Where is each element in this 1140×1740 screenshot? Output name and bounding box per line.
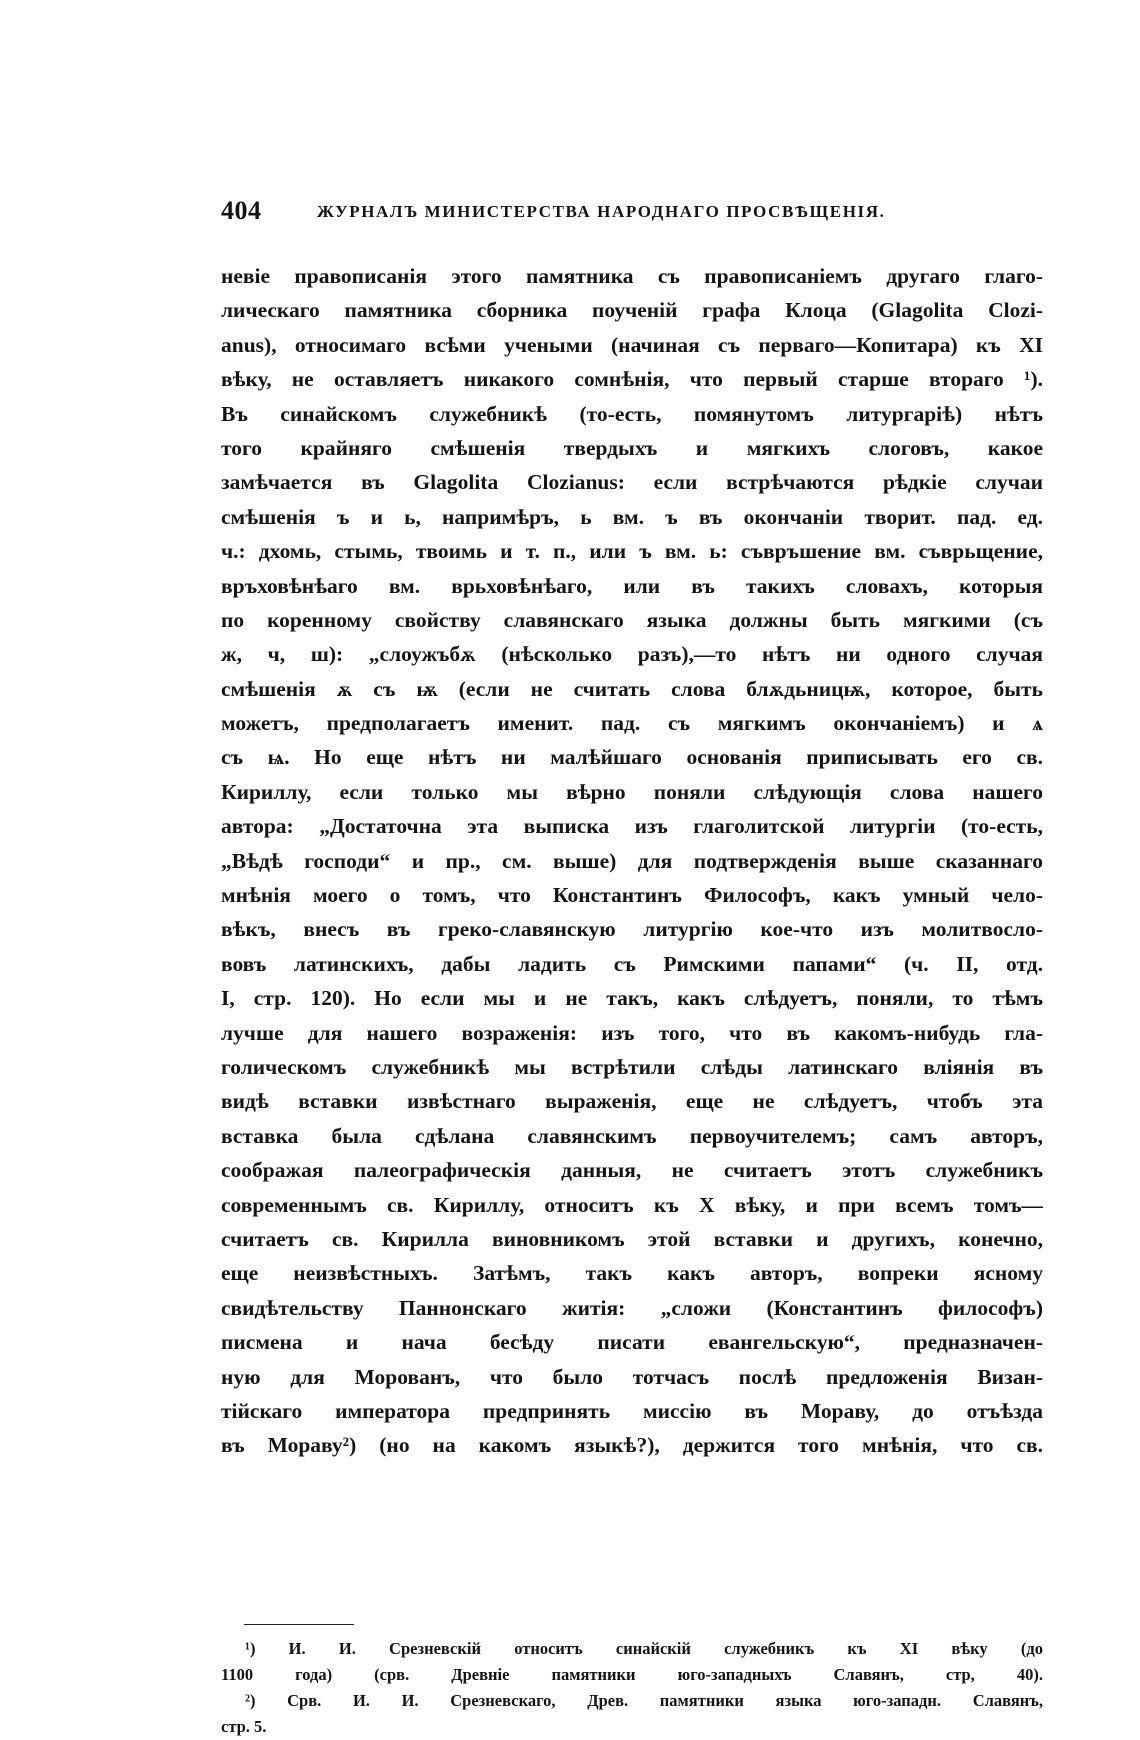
body-line: вѣкъ, внесъ въ греко-славянскую литургію кое-что изъ молитвосло- xyxy=(221,917,1043,942)
body-line: въ Мораву²) (но на какомъ языкѣ?), держится того мнѣнія, что св. xyxy=(221,1433,1043,1458)
page-number: 404 xyxy=(221,196,262,225)
body-line: anus), относимаго всѣми учеными (начиная съ перваго—Копитара) къ XI xyxy=(221,332,1043,357)
body-line: еще неизвѣстныхъ. Затѣмъ, такъ какъ авторъ, вопреки ясному xyxy=(221,1261,1043,1286)
body-line: ную для Морованъ, что было тотчасъ послѣ предложенія Визан- xyxy=(221,1364,1043,1389)
body-text xyxy=(221,259,1043,1463)
footnote-line: стр. 5. xyxy=(221,1717,267,1736)
body-line: можетъ, предполагаетъ именит. пад. съ мягкимъ окончаніемъ) и ѧ xyxy=(221,711,1043,736)
body-line: видѣ вставки извѣстнаго выраженія, еще не слѣдуетъ, чтобъ эта xyxy=(221,1089,1043,1114)
body-line: того крайняго смѣшенія твердыхъ и мягкихъ слоговъ, какое xyxy=(221,435,1043,460)
body-line: замѣчается въ Glagolita Clozianus: если встрѣчаются рѣдкіе случаи xyxy=(221,470,1043,495)
body-line: вовъ латинскихъ, дабы ладить съ Римскими папами“ (ч. II, отд. xyxy=(221,951,1043,976)
footnotes xyxy=(221,1636,1043,1740)
body-line: вставка была сдѣлана славянскимъ первоучителемъ; самъ авторъ, xyxy=(221,1123,1043,1148)
body-line: лучше для нашего возраженія: изъ того, что въ какомъ-нибудь гла- xyxy=(221,1020,1043,1045)
body-line: Кириллу, если только мы вѣрно поняли слѣдующія слова нашего xyxy=(221,779,1043,804)
body-line: „Вѣдѣ господи“ и пр., см. выше) для подтвержденія выше сказаннаго xyxy=(221,848,1043,873)
body-line: смѣшенія ѫ съ ѭ (если не считать слова блѫдьницѭ, которое, быть xyxy=(221,676,1043,701)
body-line: тійскаго императора предпринять миссію въ Мораву, до отъѣзда xyxy=(221,1398,1043,1423)
running-head: ЖУРНАЛЪ МИНИСТЕРСТВА НАРОДНАГО ПРОСВѢЩЕНІЯ. xyxy=(317,202,886,221)
body-line: смѣшенія ъ и ь, напримѣръ, ь вм. ъ въ окончаніи творит. пад. ед. xyxy=(221,504,1043,529)
body-line: ч.: дхомь, стымь, твоимь и т. п., или ъ вм. ь: съвръшение вм. съврьщение, xyxy=(221,539,1043,564)
body-line: невіе правописанія этого памятника съ правописаніемъ другаго глаго- xyxy=(221,264,1043,288)
body-line: голическомъ служебникѣ мы встрѣтили слѣды латинскаго вліянія въ xyxy=(221,1054,1043,1079)
footnote-divider xyxy=(244,1624,354,1625)
body-line: мнѣнія моего о томъ, что Константинъ Философъ, какъ умный чело- xyxy=(221,883,1043,908)
body-line: писмена и нача бесѣду писати евангельскую“, предназначен- xyxy=(221,1330,1043,1355)
footnote-line: ²) Срв. И. И. Срезневскаго, Древ. памятники языка юго-западн. Славянъ, xyxy=(245,1691,1043,1710)
footnote-line: 1100 года) (срв. Древніе памятники юго-западныхъ Славянъ, стр, 40). xyxy=(221,1665,1043,1684)
body-line: I, стр. 120). Но если мы и не такъ, какъ слѣдуетъ, поняли, то тѣмъ xyxy=(221,986,1043,1011)
body-line: Въ синайскомъ служебникѣ (то-есть, помянутомъ литургаріѣ) нѣтъ xyxy=(221,401,1043,426)
body-line: считаетъ св. Кирилла виновникомъ этой вставки и другихъ, конечно, xyxy=(221,1226,1043,1251)
body-line: лическаго памятника сборника поученій графа Клоца (Glagolita Clozi- xyxy=(221,298,1043,323)
body-line: современнымъ св. Кириллу, относитъ къ X вѣку, и при всемъ томъ— xyxy=(221,1192,1043,1217)
footnote-line: ¹) И. И. Срезневскій относитъ синайскій служебникъ къ XI вѣку (до xyxy=(245,1639,1043,1658)
body-line: ж, ч, ш): „слоужъбѫ (нѣсколько разъ),—то нѣтъ ни одного случая xyxy=(221,642,1043,667)
body-line: свидѣтельству Паннонскаго житія: „сложи (Константинъ философъ) xyxy=(221,1295,1043,1320)
page-header xyxy=(221,196,1043,236)
body-line: по коренному свойству славянскаго языка должны быть мягкими (съ xyxy=(221,607,1043,632)
body-line: соображая палеографическія данныя, не считаетъ этотъ служебникъ xyxy=(221,1158,1043,1183)
body-line: съ ѩ. Но еще нѣтъ ни малѣйшаго основанія приписывать его св. xyxy=(221,745,1043,770)
body-line: автора: „Достаточна эта выписка изъ глаголитской литургіи (то-есть, xyxy=(221,814,1043,839)
body-line: вѣку, не оставляетъ никакого сомнѣнія, что первый старше втораго ¹). xyxy=(221,367,1043,392)
body-line: връховѣнѣаго вм. врьховѣнѣаго, или въ такихъ словахъ, которыя xyxy=(221,573,1043,598)
